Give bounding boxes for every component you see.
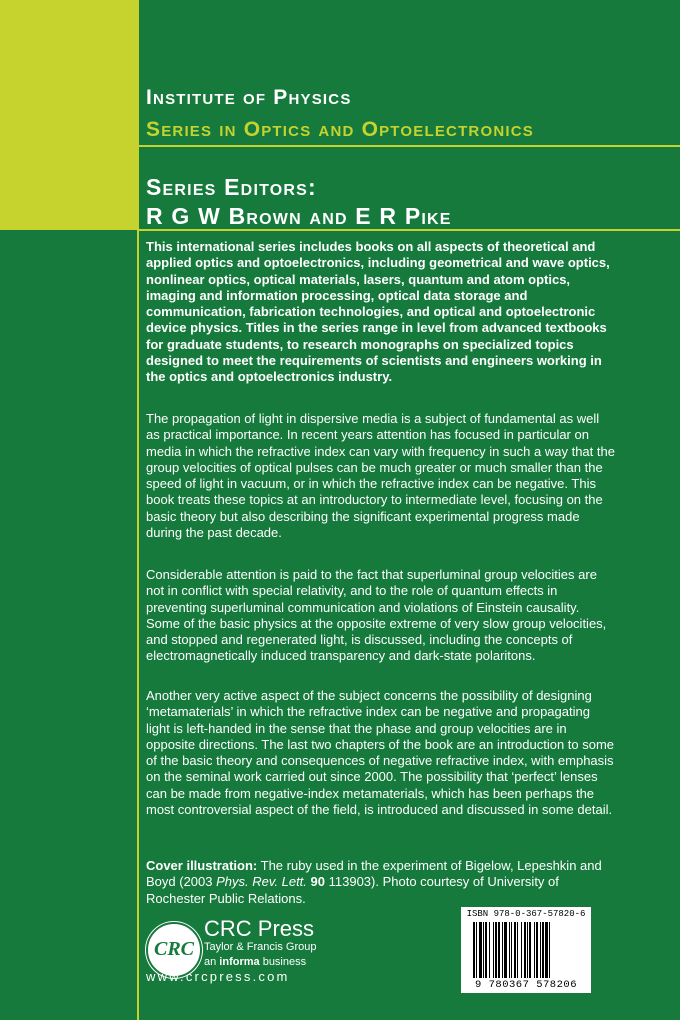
blurb-paragraph-3: Another very active aspect of the subject concerns the possibility of designing ‘metamaterials’ in which the refractive index can be negative and propagating light is left-handed in the sense that the phase and group velocities are in opposite directions. The last two chapters of the book are an introduction to some of the basic theory and consequences of negative refractive index, with emphasis on the seminal work carried out since 2000. The possibility that ‘perfect’ lenses can be made from negative-index metamaterials, which has been perhaps the most controversial aspect of the field, is introduced and discussed in some detail.	[146, 688, 615, 818]
credit-text-1: The ruby used in the experiment of Bigelow, Lepeshkin and Boyd (2003	[146, 858, 602, 890]
barcode-digits: 9 780367 578206	[474, 979, 577, 991]
vertical-divider	[137, 0, 139, 1020]
crc-press-name: CRC Press	[204, 916, 315, 941]
taylor-francis-group: Taylor & Francis Group	[204, 941, 317, 953]
informa-business	[204, 956, 306, 968]
series-editors-names: R G W Brown and E R Pike	[146, 203, 452, 229]
publisher-name: Institute of Physics	[146, 86, 352, 109]
journal-name: Phys. Rev. Lett.	[216, 874, 307, 890]
blurb-paragraph-2: Considerable attention is paid to the fact that superluminal group velocities are not in conflict with special relativity, and to the role of quantum effects in preventing superluminal communication and violations of Einstein causality. Some of the basic physics at the opposite extreme of very slow group velocities, and stopped and regenerated light, is discussed, including the concepts of electromagnetically induced transparency and dark-state polaritons.	[146, 567, 607, 664]
isbn-label: ISBN 978-0-367-57820-6	[466, 909, 586, 919]
cover-illustration-label: Cover illustration:	[146, 858, 258, 873]
series-editors-label: Series Editors:	[146, 174, 317, 200]
series-title: Series in Optics and Optoelectronics	[146, 118, 534, 141]
credit-text-2: 113903). Photo courtesy of University of Rochester Public Relations.	[146, 874, 559, 906]
publisher-url[interactable]: www.crcpress.com	[146, 969, 290, 984]
divider-top	[138, 145, 680, 147]
informa-prefix: an	[204, 956, 220, 968]
accent-block	[0, 0, 138, 230]
crc-logo-text: CRC	[153, 938, 195, 960]
informa-suffix: business	[259, 956, 307, 968]
blurb-paragraph-1: The propagation of light in dispersive media is a subject of fundamental as well as practical importance. In recent years attention has focused in particular on media in which the refractive index can vary with frequency in such a way that the group velocities of optical pulses can be much greater or much smaller than the speed of light in vacuum, or in which the refractive index can be negative. This book treats these topics at an introductory to intermediate level, focusing on the basic theory but also describing the significant experimental progress made during the past decade.	[146, 411, 615, 541]
isbn-barcode-block	[461, 907, 591, 993]
journal-volume: 90	[310, 874, 325, 890]
series-description: This international series includes books on all aspects of theoretical and applied optics and optoelectronics, including geometrical and wave optics, nonlinear optics, optical materials, lasers, quantum and atom optics, imaging and information processing, optical data storage and communication, fabrication technologies, and optical and optoelectronic device physics. Titles in the series range in level from advanced textbooks for graduate students, to research monographs on specialized topics designed to meet the requirements of scientists and engineers working in the optics and optoelectronics industry.	[146, 239, 610, 385]
informa-brand: informa	[219, 956, 260, 968]
barcode-icon	[471, 922, 581, 978]
cover-illustration-credit	[146, 858, 616, 907]
